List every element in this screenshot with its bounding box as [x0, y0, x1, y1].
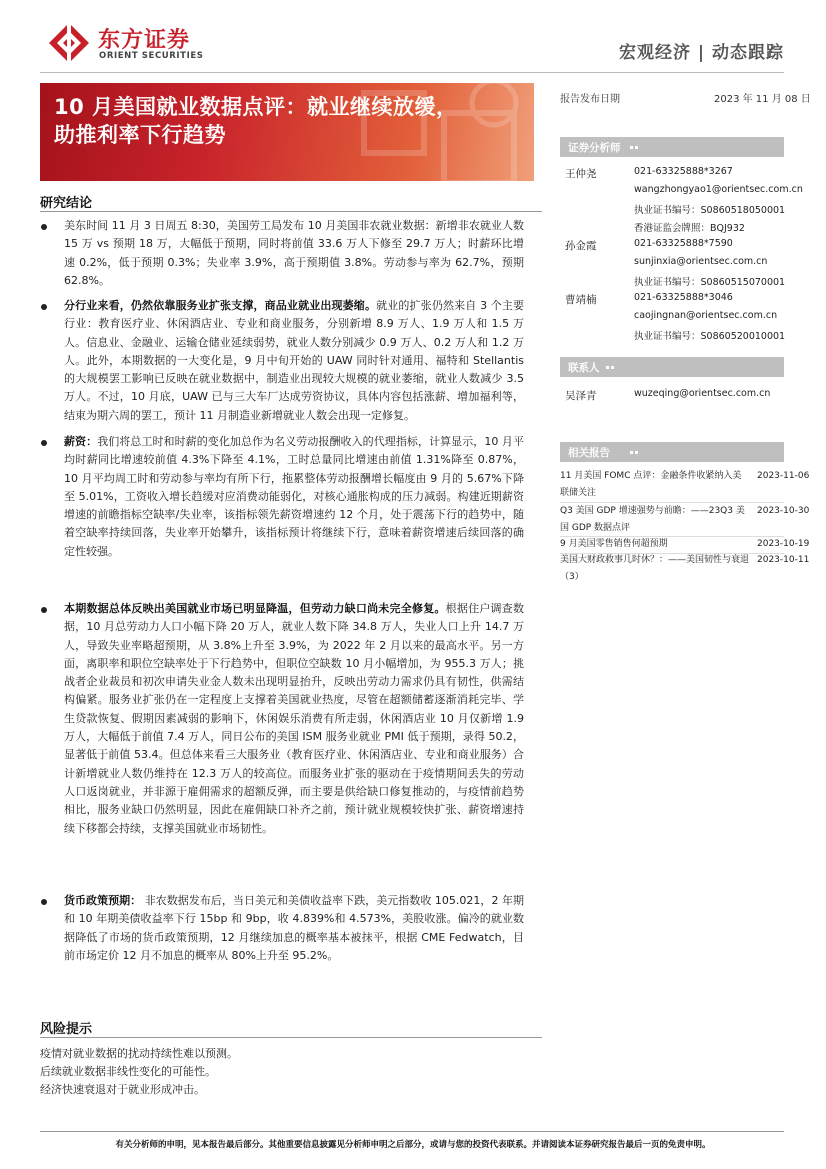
analyst-name: 曹靖楠: [565, 294, 597, 306]
analysts-section-bar: [560, 137, 784, 157]
conclusion-paragraph: 本期数据总体反映出美国就业市场已明显降温，但劳动力缺口尚未完全修复。根据住户调查数据，10 月总劳动力人口小幅下降 20 万人，就业人数下降 34.8 万人，失业人口上升 14.7 万人，导致失业率略超预期，从 3.8%上升至 3.9%，为 2022 年 2 月以来的最高水平。另一方面，离职率和职位空缺率处于下行趋势中，但职位空缺数 10 月小幅增加，为 955.3 万人；挑战者企业裁员和初次申请失业金人数未出现明显抬升，反映出劳动力需求仍具有韧性，供需结构偏紧。服务业扩张仍在一定程度上支撑着美国就业热度，尽管在超额储蓄逐渐消耗完毕、学生贷款恢复、假期因素减弱的影响下，休闲娱乐消费有所走弱，休闲酒店业 10 月仅新增 1.9 万人，大幅低于前值 7.4 万人，同日公布的美国 ISM 服务业就业 PMI 低于预期，录得 50.2，显著低于前值 53.4。但总体来看三大服务业（教育医疗业、休闲酒店业、专业和商业服务）合计新增就业人数仍维持在 12.3 万人的较高位。而服务业扩张的驱动在于疫情期间丢失的劳动人口返岗就业，并非源于雇佣需求的超额反弹，而主要是供给缺口修复推动的，与疫情前趋势相比，服务业缺口仍然明显，因此在雇佣缺口补齐之前，预计就业规模较快扩张、薪资增速持续下移都会持续，支撑美国就业市场韧性。: [64, 602, 525, 835]
publish-date-label: 报告发布日期: [560, 94, 620, 105]
bullet-icon: [41, 440, 47, 446]
analyst-email[interactable]: sunjinxia@orientsec.com.cn: [634, 256, 768, 267]
analyst-email[interactable]: caojingnan@orientsec.com.cn: [634, 310, 778, 321]
related-report-date: 2023-11-06: [757, 471, 810, 481]
bullet-icon: [41, 607, 47, 613]
analyst-phone: 021-63325888*7590: [634, 238, 733, 249]
conclusion-paragraph: 美东时间 11 月 3 日周五 8:30，美国劳工局发布 10 月美国非农就业数据：新增非农就业人数 15 万 vs 预期 18 万，大幅低于预期，同时将前值 33.6 万人下修至 29.7 万人；时薪环比增速 0.2%，低于预期 0.3%；失业率 3.9%，高于预期值 3.8%。劳动参与率为 62.7%，预期 62.8%。: [64, 219, 524, 287]
risk-item: 后续就业数据非线性变化的可能性。: [40, 1065, 216, 1078]
analysts-section-title: 证券分析师: [568, 142, 621, 154]
contact-email[interactable]: wuzeqing@orientsec.com.cn: [634, 388, 771, 399]
related-report-link[interactable]: 11 月美国 FOMC 点评：金融条件收紧纳入美联储关注: [560, 471, 742, 498]
bullet-icon: [41, 224, 47, 230]
conclusion-paragraph: 货币政策预期： 非农数据发布后，当日美元和美债收益率下跌，美元指数收 105.021，2 年期和 10 年期美债收益率下行 15bp 和 9bp，收 4.839%和 4.573%，美股收涨。偏冷的就业数据降低了市场的货币政策预期，12 月继续加息的概率基本被抹平，根据 CME Fedwatch，目前市场定价 12 月不加息的概率从 80%上升至 95.2%。: [64, 894, 524, 962]
analyst-license: 执业证书编号：S0860518050001: [634, 205, 786, 216]
related-report-link[interactable]: 美国大财政救事几时休？：——美国韧性与衰退（3）: [560, 555, 750, 582]
section-divider: [40, 1037, 542, 1038]
contacts-section-title: 联系人: [568, 362, 600, 374]
section-heading-risk: 风险提示: [40, 1022, 93, 1037]
contacts-section-bar: [560, 357, 784, 377]
related-section-bar: [560, 442, 784, 462]
contact-name: 吴泽青: [565, 390, 597, 402]
analyst-phone: 021-63325888*3267: [634, 166, 733, 177]
analyst-name: 孙金霞: [565, 240, 597, 252]
header-divider: [40, 72, 784, 73]
section-divider: [40, 211, 542, 212]
bullet-icon: [41, 899, 47, 905]
report-type: 宏观经济 | 动态跟踪: [618, 43, 784, 63]
analyst-license: 执业证书编号：S0860515070001: [634, 277, 786, 288]
related-report-date: 2023-10-30: [757, 506, 810, 516]
footer-divider: [40, 1131, 784, 1132]
conclusion-paragraph: 薪资：我们将总工时和时薪的变化加总作为名义劳动报酬收入的代理指标，计算显示，10 月平均时薪同比增速较前值 4.3%下降至 4.1%，工时总量同比增速由前值 1.31%降至 0.87%，10 月平均周工时和劳动参与率均有所下行，拖累整体劳动报酬增长幅度由 9 月的 5.67%下降至 5.01%，工资收入增长趋缓对应消费动能弱化，对核心通胀构成的压力减弱。构建近期薪资增速的前瞻指标空缺率/失业率，该指标领先薪资增速约 12 个月，处于震荡下行的趋势中，随着空缺率持续回落，失业率开始攀升，该指标预计将继续下行，意味着薪资增速后续回落的确定性较强。: [64, 435, 524, 558]
logo-text-cn: 东方证券: [98, 28, 191, 53]
report-title-line2: 助推利率下行趋势: [54, 123, 226, 147]
analyst-hk-license: 香港证监会牌照：BQJ932: [634, 223, 745, 234]
logo-mark-icon: [48, 22, 90, 64]
analyst-name: 王仲尧: [565, 168, 597, 180]
analyst-email[interactable]: wangzhongyao1@orientsec.com.cn: [634, 184, 803, 195]
publish-date: 2023 年 11 月 08 日: [714, 94, 811, 105]
related-report-date: 2023-10-19: [757, 539, 810, 549]
title-banner: [40, 83, 534, 181]
related-report-date: 2023-10-11: [757, 555, 810, 565]
related-report-link[interactable]: 9 月美国零售销售何超预期: [560, 539, 668, 549]
bullet-icon: [41, 304, 47, 310]
footer-disclaimer: 有关分析师的申明，见本报告最后部分。其他重要信息披露见分析师申明之后部分，或请与您的投资代表联系。并请阅读本证券研究报告最后一页的免责申明。: [115, 1140, 711, 1150]
section-heading-conclusion: 研究结论: [40, 196, 93, 211]
risk-item: 疫情对就业数据的扰动持续性难以预测。: [40, 1047, 238, 1060]
analyst-license: 执业证书编号：S0860520010001: [634, 331, 786, 342]
related-section-title: 相关报告: [568, 447, 610, 459]
company-logo: [48, 22, 248, 66]
risk-item: 经济快速衰退对于就业形成冲击。: [40, 1083, 205, 1096]
related-report-link[interactable]: Q3 美国 GDP 增速强势与前瞻：——23Q3 美国 GDP 数据点评: [560, 506, 745, 533]
logo-text-en: ORIENT SECURITIES: [99, 51, 204, 61]
analyst-phone: 021-63325888*3046: [634, 292, 733, 303]
report-title-line1: 10 月美国就业数据点评：就业继续放缓，: [54, 95, 458, 119]
conclusion-paragraph: 分行业来看，仍然依靠服务业扩张支撑，商品业就业出现萎缩。就业的扩张仍然来自 3 个主要行业：教育医疗业、休闲酒店业、专业和商业服务，分别新增 8.9 万人、1.9 万人和 1.5 万人。信息业、金融业、运输仓储业延续弱势，就业人数分别减少 0.9 万人、0.2 万人和 1.2 万人。此外，本期数据的一大变化是，9 月中旬开始的 UAW 同时针对通用、福特和 Stellantis 的大规模罢工影响已反映在就业数据中，制造业出现较大规模的就业萎缩，就业人数减少 3.5 万人。不过，10 月底，UAW 已与三大车厂达成劳资协议，具体内容包括涨薪、增加福利等，结束为期六周的罢工，预计 11 月制造业新增就业人数会出现一定修复。: [64, 299, 525, 422]
